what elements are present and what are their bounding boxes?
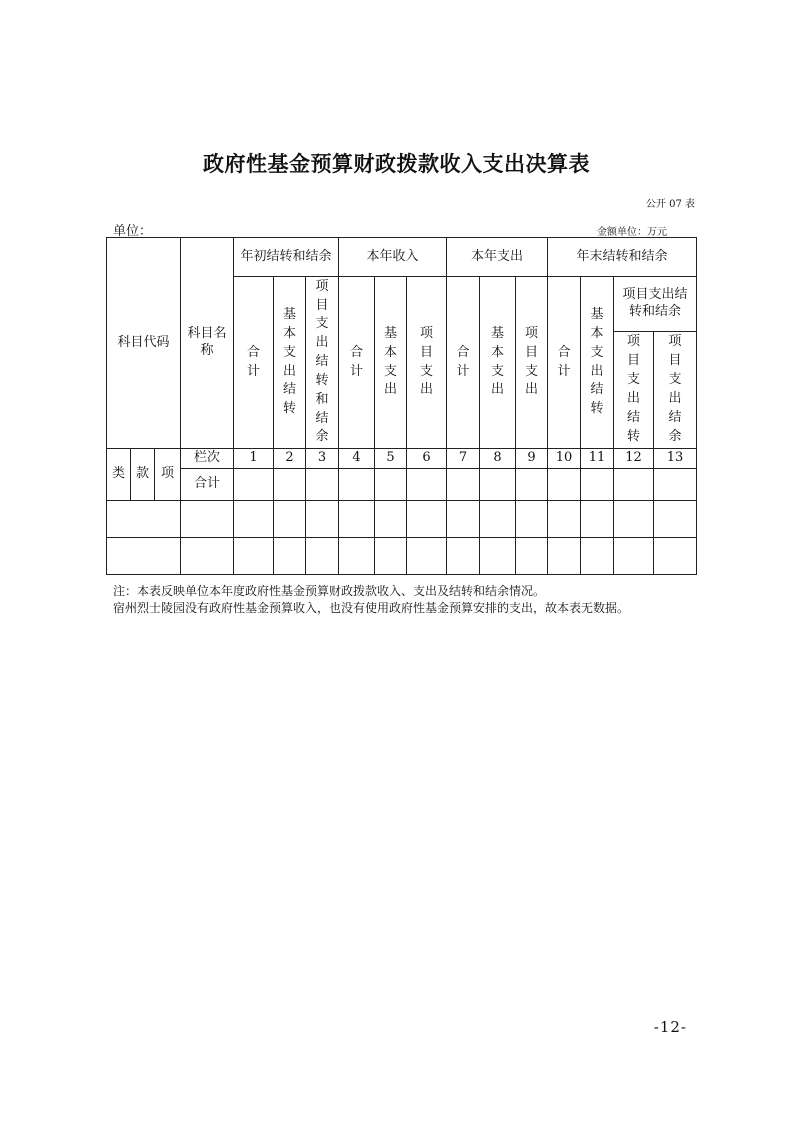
table-cell	[234, 501, 274, 538]
form-code: 公开 07 表	[645, 199, 695, 210]
column-number: 5	[375, 449, 407, 469]
table-cell	[654, 501, 697, 538]
table-cell	[107, 538, 181, 575]
column-number: 12	[614, 449, 654, 469]
header-subject-code: 科目代码	[107, 238, 181, 449]
col-closing-total: 合计	[548, 277, 581, 449]
col-income-basic: 基本支出	[375, 277, 407, 449]
table-cell	[581, 469, 614, 501]
table-cell	[480, 469, 516, 501]
table-cell	[306, 501, 339, 538]
col-opening-total: 合计	[234, 277, 274, 449]
column-number: 7	[447, 449, 480, 469]
col-closing-project-balance: 项目支出结余	[654, 332, 697, 449]
table-cell	[548, 501, 581, 538]
column-number: 3	[306, 449, 339, 469]
header-section: 款	[131, 449, 155, 501]
col-closing-project-carry: 项目支出结转	[614, 332, 654, 449]
row-total-label: 合计	[181, 469, 234, 501]
column-number: 9	[516, 449, 548, 469]
table-cell	[234, 469, 274, 501]
table-cell	[447, 538, 480, 575]
header-class: 类	[107, 449, 131, 501]
header-opening-balance: 年初结转和结余	[234, 238, 339, 277]
table-cell	[339, 538, 375, 575]
header-item: 项	[155, 449, 181, 501]
col-income-project: 项目支出	[407, 277, 447, 449]
col-closing-basic-carry: 基本支出结转	[581, 277, 614, 449]
col-expense-total: 合计	[447, 277, 480, 449]
table-cell	[447, 469, 480, 501]
column-number: 10	[548, 449, 581, 469]
note-line: 注：本表反映单位本年度政府性基金预算财政拨款收入、支出及结转和结余情况。	[113, 584, 546, 598]
col-expense-project: 项目支出	[516, 277, 548, 449]
column-number: 4	[339, 449, 375, 469]
table-cell	[480, 538, 516, 575]
table-cell	[375, 469, 407, 501]
header-current-income: 本年收入	[339, 238, 447, 277]
header-closing-project-carry: 项目支出结转和结余	[614, 277, 697, 332]
table-cell	[614, 469, 654, 501]
table-cell	[274, 501, 306, 538]
column-number: 13	[654, 449, 697, 469]
table-cell	[654, 538, 697, 575]
column-number: 11	[581, 449, 614, 469]
table-cell	[516, 501, 548, 538]
unit-label: 单位：	[113, 224, 153, 239]
col-opening-basic-carry: 基本支出结转	[274, 277, 306, 449]
table-cell	[581, 501, 614, 538]
table-cell	[181, 538, 234, 575]
column-number: 8	[480, 449, 516, 469]
header-closing-balance: 年末结转和结余	[548, 238, 697, 277]
col-expense-basic: 基本支出	[480, 277, 516, 449]
table-cell	[548, 538, 581, 575]
table-cell	[407, 501, 447, 538]
table-cell	[375, 501, 407, 538]
table-cell	[274, 538, 306, 575]
table-cell	[480, 501, 516, 538]
table-cell	[375, 538, 407, 575]
table-cell	[516, 469, 548, 501]
table-cell	[234, 538, 274, 575]
table-cell	[306, 469, 339, 501]
column-number: 2	[274, 449, 306, 469]
table-cell	[516, 538, 548, 575]
table-cell	[614, 501, 654, 538]
table-cell	[339, 501, 375, 538]
page-title: 政府性基金预算财政拨款收入支出决算表	[203, 152, 590, 176]
column-number: 6	[407, 449, 447, 469]
table-row	[107, 538, 697, 575]
table-cell	[654, 469, 697, 501]
fund-budget-table	[106, 237, 697, 575]
table-cell	[407, 538, 447, 575]
row-index-label: 栏次	[181, 449, 234, 469]
column-number: 1	[234, 449, 274, 469]
col-opening-project-carry-balance: 项目支出结转和结余	[306, 277, 339, 449]
table-notes	[113, 583, 629, 618]
table-row	[107, 501, 697, 538]
table-cell	[548, 469, 581, 501]
amount-unit: 金额单位：万元	[597, 227, 667, 238]
table-cell	[581, 538, 614, 575]
table-cell	[306, 538, 339, 575]
table-cell	[339, 469, 375, 501]
header-current-expense: 本年支出	[447, 238, 548, 277]
table-cell	[181, 501, 234, 538]
table-cell	[407, 469, 447, 501]
col-income-total: 合计	[339, 277, 375, 449]
table-cell	[447, 501, 480, 538]
note-line: 宿州烈士陵园没有政府性基金预算收入，也没有使用政府性基金预算安排的支出，故本表无数据。	[113, 601, 630, 616]
page-number: -12-	[653, 1018, 687, 1036]
table-cell	[107, 501, 181, 538]
header-subject-name: 科目名称	[181, 238, 234, 449]
table-cell	[274, 469, 306, 501]
table-cell	[614, 538, 654, 575]
